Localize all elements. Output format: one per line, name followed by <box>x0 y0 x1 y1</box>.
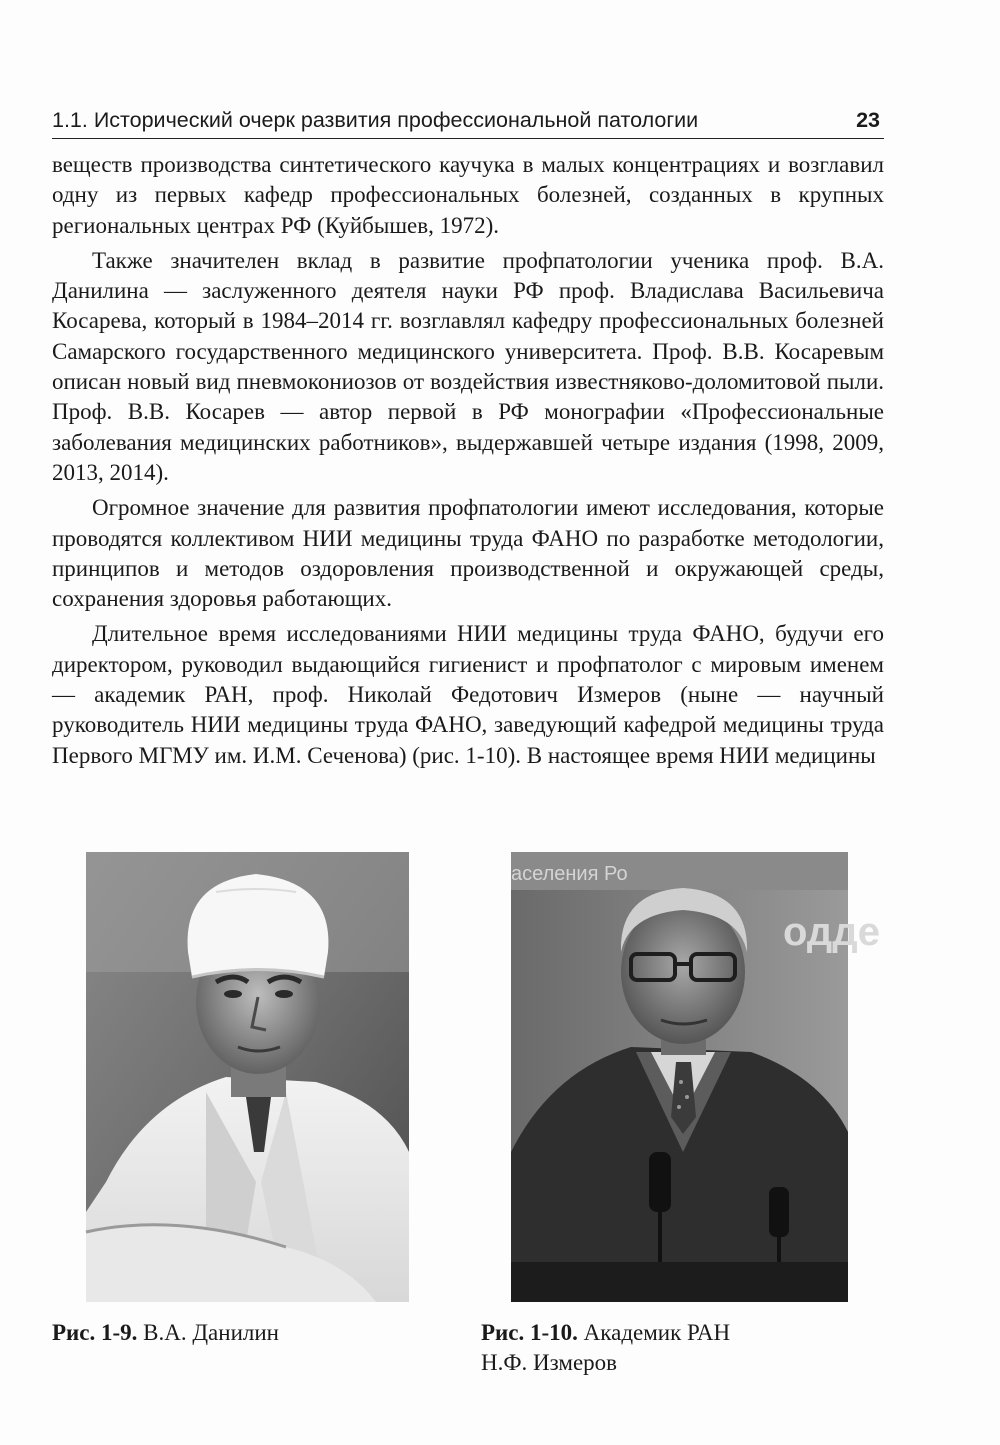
figure-1-9-caption <box>52 1318 279 1348</box>
figure-label: Рис. 1-9. <box>52 1320 138 1345</box>
portrait-izmerov-image <box>511 852 880 1302</box>
figure-1-10-photo <box>511 852 880 1302</box>
backdrop-text: аселения Ро <box>511 863 628 885</box>
figure-1-9-photo <box>86 852 409 1302</box>
body-text <box>52 150 884 771</box>
paragraph: Длительное время исследованиями НИИ медицины труда ФАНО, будучи его директором, руководил выдающийся гигиенист и профпатолог с мировым именем — академик РАН, проф. Николай Федотович Измеров (ныне — научный руководитель НИИ медицины труда ФАНО, заведующий кафедрой медицины труда Первого МГМУ им. И.М. Сеченова) (рис. 1-10). В настоящее время НИИ медицины <box>52 621 884 768</box>
paragraph: Огромное значение для развития профпатологии имеют исследования, которые проводятся коллективом НИИ медицины труда ФАНО по разработке методологии, принципов и методов оздоровления производственной и окружающей среды, сохранения здоровья работающих. <box>52 495 884 612</box>
figure-caption-text: В.А. Данилин <box>143 1320 279 1345</box>
figure-caption-text: Н.Ф. Измеров <box>481 1350 618 1375</box>
figure-label: Рис. 1-10. <box>481 1320 578 1345</box>
paragraph-continued: веществ производства синтетического каучука в малых концентрациях и возглавил одну из первых кафедр профессиональных болезней, созданных в крупных региональных центрах РФ (Куйбышев, 1972). <box>52 152 884 238</box>
backdrop-text: одде <box>783 910 880 954</box>
figure-1-10-caption <box>481 1318 730 1378</box>
figure-caption-text: Академик РАН <box>583 1320 731 1345</box>
paragraph: Также значителен вклад в развитие профпатологии ученика проф. В.А. Данилина — заслуженного деятеля науки РФ проф. Владислава Васильевича Косарева, который в 1984–2014 гг. возглавлял кафедру профессиональных болезней Самарского государственного медицинского университета. Проф. В.В. Косаревым описан новый вид пневмокониозов от воздействия известняково-доломитовой пыли. Проф. В.В. Косарев — автор первой в РФ монографии «Профессиональные заболевания медицинских работников», выдержавшей четыре издания (1998, 2009, 2013, 2014). <box>52 247 884 485</box>
section-title: 1.1. Исторический очерк развития профессиональной патологии <box>52 108 699 132</box>
page-number: 23 <box>856 108 880 132</box>
portrait-danilin-image <box>86 852 409 1302</box>
running-header <box>52 104 884 139</box>
